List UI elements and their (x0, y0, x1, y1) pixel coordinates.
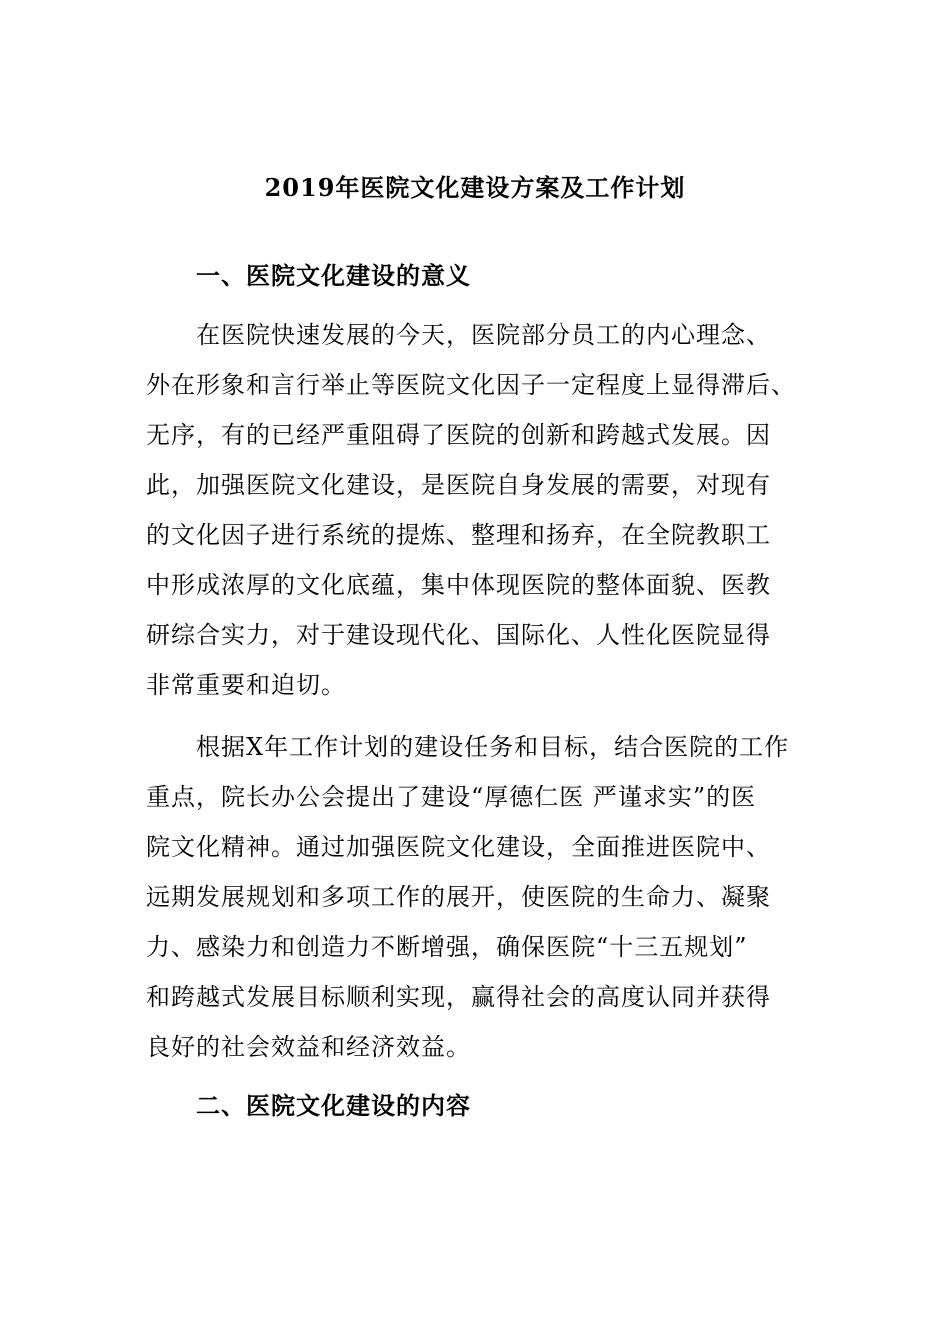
paragraph-line: 的文化因子进行系统的提炼、整理和扬弃，在全院教职工 (146, 521, 771, 549)
paragraph-line: 外在形象和言行举止等医院文化因子一定程度上显得滞后、 (146, 371, 796, 399)
paragraph-line: 重点，院长办公会提出了建设“厚德仁医 严谨求实”的医 (146, 783, 757, 811)
paragraph-line: 非常重要和迫切。 (146, 671, 346, 699)
paragraph-line: 研综合实力，对于建设现代化、国际化、人性化医院显得 (146, 621, 771, 649)
paragraph-line: 远期发展规划和多项工作的展开，使医院的生命力、凝聚 (146, 883, 771, 911)
paragraph-line: 力、感染力和创造力不断增强，确保医院“十三五规划” (146, 933, 748, 961)
paragraph-line: 和跨越式发展目标顺利实现，赢得社会的高度认同并获得 (146, 983, 771, 1011)
paragraph-line: 无序，有的已经严重阻碍了医院的创新和跨越式发展。因 (146, 421, 771, 449)
paragraph-line: 此，加强医院文化建设，是医院自身发展的需要，对现有 (146, 471, 771, 499)
paragraph-culture-spirit (146, 722, 810, 1072)
paragraph-line: 中形成浓厚的文化底蕴，集中体现医院的整体面貌、医教 (146, 571, 771, 599)
document-title: 2019年医院文化建设方案及工作计划 (264, 173, 686, 202)
paragraph-line: 院文化精神。通过加强医院文化建设，全面推进医院中、 (146, 833, 771, 861)
paragraph-line: 根据X年工作计划的建设任务和目标，结合医院的工作 (196, 733, 790, 761)
section-heading-significance: 一、医院文化建设的意义 (196, 261, 471, 290)
paragraph-line: 在医院快速发展的今天，医院部分员工的内心理念、 (196, 321, 771, 349)
paragraph-line: 良好的社会效益和经济效益。 (146, 1033, 471, 1061)
section-heading-content: 二、医院文化建设的内容 (196, 1091, 471, 1120)
paragraph-significance (146, 310, 810, 710)
